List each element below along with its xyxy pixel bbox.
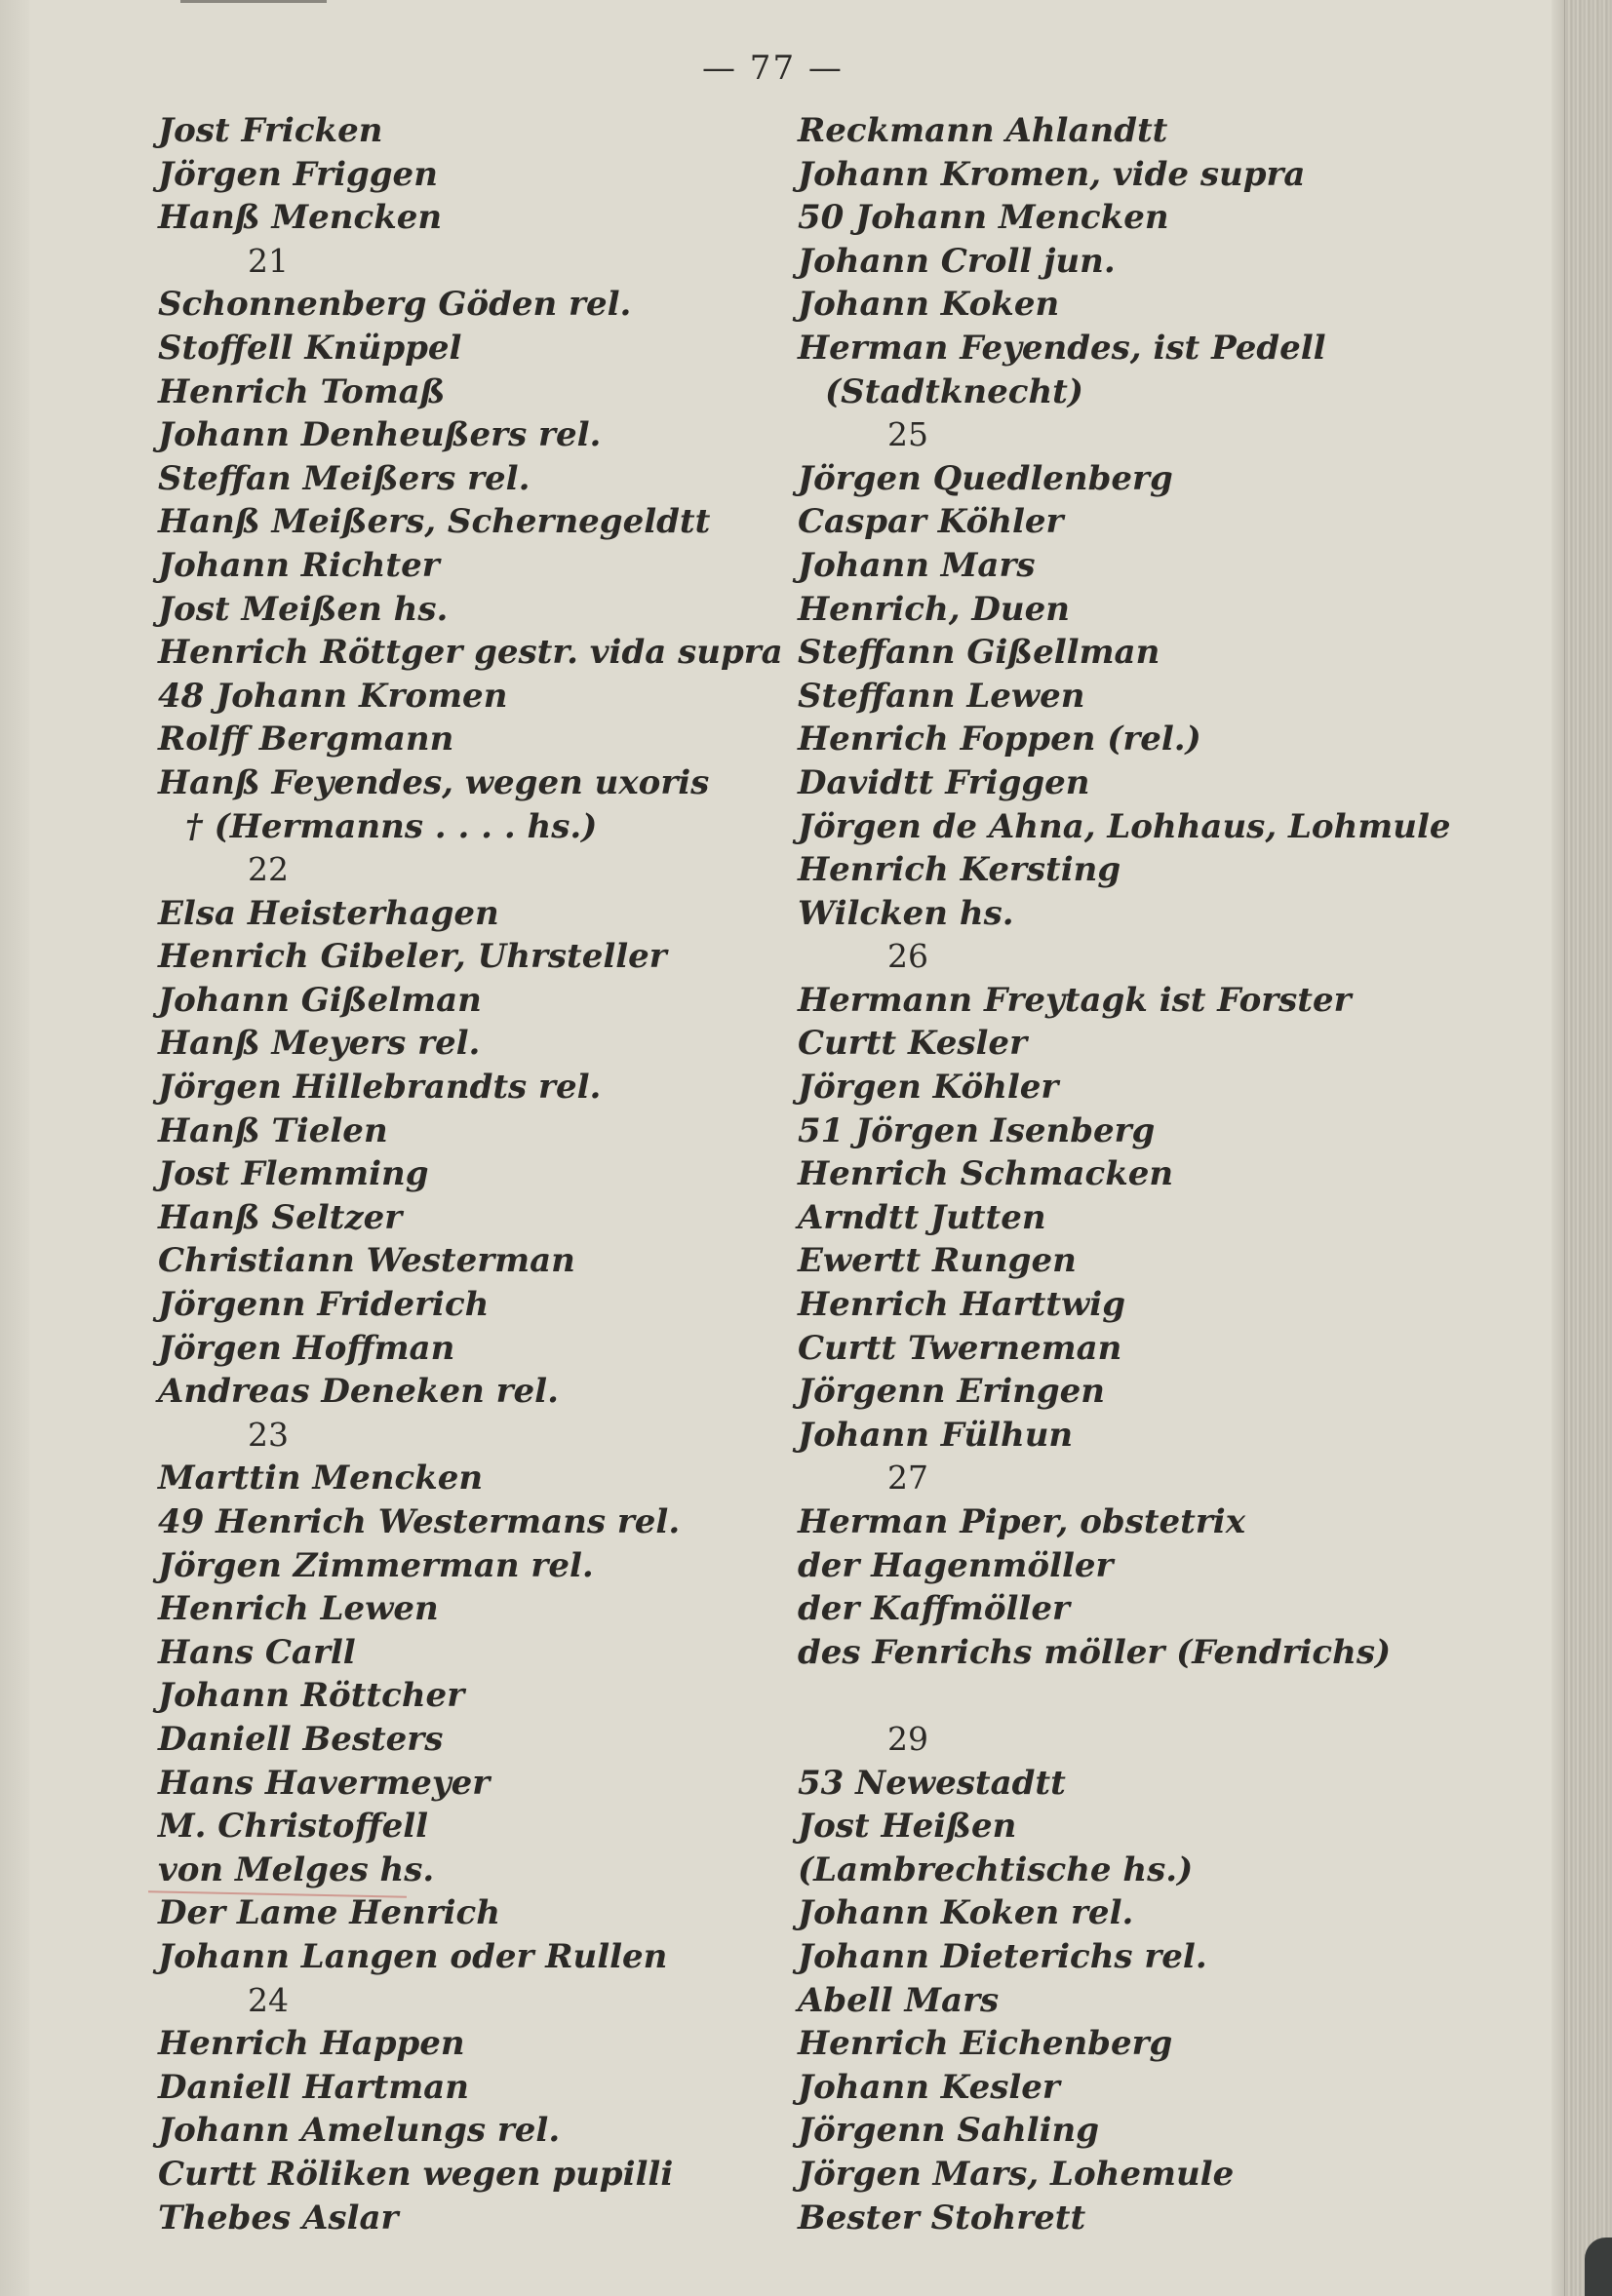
list-entry: Jörgen Hillebrandts rel. <box>158 1068 602 1108</box>
list-entry: Johann Röttcher <box>158 1676 465 1716</box>
list-entry: M. Christoffell <box>158 1807 429 1847</box>
list-entry: Henrich, Duen <box>798 589 1070 629</box>
list-entry: (Stadtknecht) <box>825 371 1083 411</box>
page-edge-shadow <box>1552 0 1565 2296</box>
blank-line <box>798 1674 1422 1718</box>
list-entry: Herman Feyendes, ist Pedell <box>798 328 1326 368</box>
list-entry: Jost Meißen hs. <box>158 589 449 629</box>
list-entry: Rolff Bergmann <box>158 720 454 759</box>
top-edge-line <box>180 0 327 3</box>
list-entry: Johann Langen oder Rullen <box>158 1936 668 1976</box>
list-entry: Henrich Kersting <box>798 850 1121 890</box>
list-entry: 49 Henrich Westermans rel. <box>158 1502 681 1541</box>
list-entry: Thebes Aslar <box>158 2198 399 2238</box>
section-number: 27 <box>887 1459 928 1498</box>
list-entry: Davidtt Friggen <box>798 762 1090 802</box>
list-entry: Henrich Harttwig <box>798 1285 1125 1325</box>
list-entry: Steffann Lewen <box>798 676 1085 716</box>
left-column <box>158 109 782 2239</box>
list-entry: der Kaffmöller <box>798 1589 1070 1629</box>
section-number: 25 <box>887 415 928 454</box>
section-number: 26 <box>887 937 928 976</box>
list-entry: Henrich Röttger gestr. vida supra <box>158 633 783 673</box>
list-entry: Caspar Köhler <box>798 502 1064 542</box>
list-entry: Henrich Happen <box>158 2024 465 2064</box>
section-number: 29 <box>887 1719 928 1758</box>
list-entry: Wilcken hs. <box>798 893 1014 933</box>
list-entry: Henrich Schmacken <box>798 1154 1174 1194</box>
list-entry: Hanß Mencken <box>158 198 443 238</box>
right-column <box>798 109 1451 2239</box>
list-entry: Jörgen Köhler <box>798 1068 1059 1108</box>
list-entry: Abell Mars <box>798 1980 1000 2020</box>
list-entry: Steffann Gißellman <box>798 633 1160 673</box>
list-entry: Henrich Lewen <box>158 1589 439 1629</box>
list-entry: Jost Fricken <box>158 111 383 150</box>
list-entry: Jörgenn Friderich <box>158 1285 490 1325</box>
page-number: — 77 — <box>702 49 844 88</box>
list-entry: Jörgenn Sahling <box>798 2111 1099 2151</box>
list-entry: des Fenrichs möller (Fendrichs) <box>798 1632 1392 1672</box>
list-entry: Jörgen Hoffman <box>158 1328 455 1368</box>
list-entry: Jörgen Friggen <box>158 154 438 194</box>
list-entry: Henrich Gibeler, Uhrsteller <box>158 937 667 977</box>
list-entry: Johann Richter <box>158 545 440 585</box>
list-entry: Hanß Feyendes, wegen uxoris <box>158 762 710 802</box>
list-entry: Curtt Röliken wegen pupilli <box>158 2154 674 2194</box>
list-entry: Jörgen Quedlenberg <box>798 458 1173 498</box>
list-entry: Jost Flemming <box>158 1154 429 1194</box>
list-entry: Jörgen de Ahna, Lohhaus, Lohmule <box>798 806 1451 846</box>
list-entry: Ewertt Rungen <box>798 1241 1077 1281</box>
list-entry: Hanß Meyers rel. <box>158 1024 481 1064</box>
list-entry: Johann Fülhun <box>798 1415 1074 1455</box>
list-entry: Johann Gißelman <box>158 980 482 1020</box>
list-entry: Curtt Kesler <box>798 1024 1027 1064</box>
list-entry: Bester Stohrett <box>798 2198 1086 2238</box>
list-entry: Hans Carll <box>158 1632 356 1672</box>
list-entry: Johann Kesler <box>798 2067 1060 2107</box>
list-entry: (Lambrechtische hs.) <box>798 1849 1194 1889</box>
list-entry: Hanß Tielen <box>158 1110 388 1150</box>
book-page-edges <box>1564 0 1612 2296</box>
list-entry: Johann Croll jun. <box>798 241 1116 281</box>
list-entry: Reckmann Ahlandtt <box>798 111 1168 150</box>
list-entry: Curtt Twerneman <box>798 1328 1122 1368</box>
list-entry: Daniell Besters <box>158 1719 444 1759</box>
list-entry: Henrich Eichenberg <box>798 2024 1173 2064</box>
list-entry: Johann Dieterichs rel. <box>798 1936 1207 1976</box>
list-entry: Hermann Freytagk ist Forster <box>798 980 1352 1020</box>
list-entry: Andreas Deneken rel. <box>158 1372 559 1412</box>
list-entry: † (Hermanns . . . . hs.) <box>185 806 598 846</box>
list-entry: Arndtt Jutten <box>798 1197 1046 1237</box>
list-entry: der Hagenmöller <box>798 1545 1114 1585</box>
list-entry: Hans Havermeyer <box>158 1763 491 1803</box>
list-entry: Marttin Mencken <box>158 1459 484 1498</box>
list-entry: Hanß Seltzer <box>158 1197 403 1237</box>
list-entry: Stoffell Knüppel <box>158 328 462 368</box>
list-entry: 50 Johann Mencken <box>798 198 1169 238</box>
list-entry: Henrich Tomaß <box>158 371 446 411</box>
list-entry: von Melges hs. <box>158 1849 435 1889</box>
list-entry: Johann Amelungs rel. <box>158 2111 561 2151</box>
list-entry: Henrich Foppen (rel.) <box>798 720 1201 759</box>
list-entry: Christiann Westerman <box>158 1241 575 1281</box>
corner-object <box>1585 2238 1612 2296</box>
list-entry: Jörgenn Eringen <box>798 1372 1105 1412</box>
list-entry: Daniell Hartman <box>158 2067 469 2107</box>
list-entry: Jost Heißen <box>798 1807 1017 1847</box>
list-entry: Steffan Meißers rel. <box>158 458 531 498</box>
list-entry: Elsa Heisterhagen <box>158 893 499 933</box>
section-number: 22 <box>248 850 289 889</box>
list-entry: Johann Koken <box>798 285 1060 325</box>
list-entry: 53 Newestadtt <box>798 1763 1066 1803</box>
list-entry: Herman Piper, obstetrix <box>798 1502 1245 1541</box>
list-entry: 48 Johann Kromen <box>158 676 508 716</box>
list-entry: Schonnenberg Göden rel. <box>158 285 632 325</box>
list-entry: Johann Denheußers rel. <box>158 415 602 455</box>
section-number: 21 <box>248 241 289 280</box>
list-entry: Jörgen Mars, Lohemule <box>798 2154 1235 2194</box>
list-entry: Der Lame Henrich <box>158 1893 500 1933</box>
page-left-shadow <box>0 0 31 2296</box>
section-number: 24 <box>248 1980 289 2019</box>
list-entry: Johann Koken rel. <box>798 1893 1134 1933</box>
list-entry: Johann Mars <box>798 545 1036 585</box>
section-number: 23 <box>248 1415 289 1454</box>
list-entry: Jörgen Zimmerman rel. <box>158 1545 594 1585</box>
list-entry: 51 Jörgen Isenberg <box>798 1110 1156 1150</box>
list-entry: Johann Kromen, vide supra <box>798 154 1306 194</box>
list-entry: Hanß Meißers, Schernegeldtt <box>158 502 711 542</box>
